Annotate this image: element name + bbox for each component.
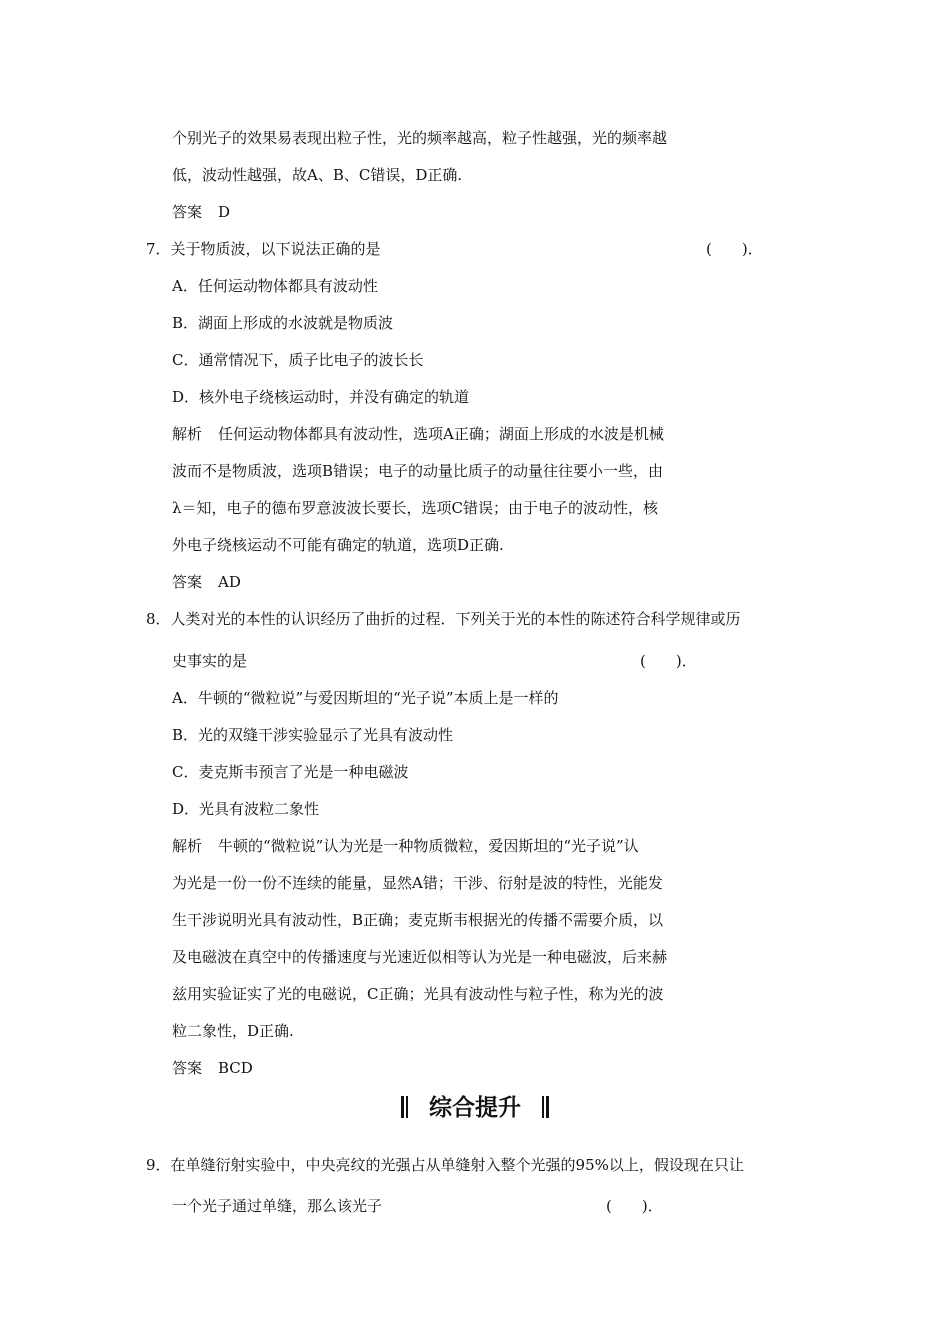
answer-blank: ( )． bbox=[706, 240, 763, 258]
answer-line bbox=[172, 572, 241, 592]
section-bar-left bbox=[400, 1090, 409, 1126]
question-text: 在单缝衍射实验中，中央亮纹的光强占从单缝射入整个光强的95%以上，假设现在只让 bbox=[170, 1156, 744, 1174]
question-8-stem-line-2: 史事实的是 bbox=[172, 652, 248, 670]
question-9-stem bbox=[146, 1155, 744, 1175]
prev-explanation-line-2: 低，波动性越强，故A、B、C错误，D正确. bbox=[172, 166, 463, 184]
explanation-line-3: 生干涉说明光具有波动性，B正确；麦克斯韦根据光的传播不需要介质，以 bbox=[172, 911, 664, 929]
question-number: 7． bbox=[146, 240, 171, 258]
explanation-line-2: 波而不是物质波，选项B错误；电子的动量比质子的动量往往要小一些，由 bbox=[172, 462, 664, 480]
question-text: 人类对光的本性的认识经历了曲折的过程．下列关于光的本性的陈述符合科学规律或历 bbox=[170, 610, 741, 628]
answer-label: 答案 bbox=[172, 203, 203, 221]
option-d: D．核外电子绕核运动时，并没有确定的轨道 bbox=[172, 388, 470, 406]
answer-label: 答案 bbox=[172, 573, 203, 591]
explanation-text: 牛顿的“微粒说”认为光是一种物质微粒，爱因斯坦的“光子说”认 bbox=[218, 837, 639, 855]
explanation-line-1 bbox=[172, 836, 639, 856]
option-a: A．任何运动物体都具有波动性 bbox=[172, 277, 378, 295]
option-b: B．湖面上形成的水波就是物质波 bbox=[172, 314, 394, 332]
prev-explanation-line-1: 个别光子的效果易表现出粒子性，光的频率越高，粒子性越强，光的频率越 bbox=[172, 129, 668, 147]
option-b: B．光的双缝干涉实验显示了光具有波动性 bbox=[172, 726, 454, 744]
question-text: 关于物质波，以下说法正确的是 bbox=[170, 240, 381, 258]
section-title: 综合提升 bbox=[429, 1095, 521, 1121]
explanation-line-4: 及电磁波在真空中的传播速度与光速近似相等认为光是一种电磁波，后来赫 bbox=[172, 948, 668, 966]
answer-value: AD bbox=[218, 573, 241, 591]
answer-blank: ( )． bbox=[606, 1197, 663, 1215]
explanation-line-2: 为光是一份一份不连续的能量，显然A错；干涉、衍射是波的特性，光能发 bbox=[172, 874, 663, 892]
option-c: C．麦克斯韦预言了光是一种电磁波 bbox=[172, 763, 409, 781]
explanation-label: 解析 bbox=[172, 425, 203, 443]
question-9-stem-line-2: 一个光子通过单缝，那么该光子 bbox=[172, 1197, 383, 1215]
prev-answer-line bbox=[172, 202, 230, 222]
answer-value: BCD bbox=[218, 1059, 253, 1077]
answer-line bbox=[172, 1058, 253, 1078]
option-a: A．牛顿的“微粒说”与爱因斯坦的“光子说”本质上是一样的 bbox=[172, 689, 559, 707]
explanation-line-6: 粒二象性，D正确. bbox=[172, 1022, 294, 1040]
answer-blank: ( )． bbox=[640, 652, 697, 670]
section-bar-right bbox=[541, 1090, 550, 1126]
explanation-line-4: 外电子绕核运动不可能有确定的轨道，选项D正确. bbox=[172, 536, 504, 554]
question-8-stem bbox=[146, 609, 741, 629]
explanation-label: 解析 bbox=[172, 837, 203, 855]
section-heading bbox=[0, 1090, 950, 1126]
option-c: C．通常情况下，质子比电子的波长长 bbox=[172, 351, 424, 369]
answer-label: 答案 bbox=[172, 1059, 203, 1077]
explanation-line-3: λ＝知，电子的德布罗意波波长要长，选项C错误；由于电子的波动性，核 bbox=[172, 499, 658, 517]
explanation-line-1 bbox=[172, 424, 664, 444]
question-7-stem bbox=[146, 239, 381, 259]
option-d: D．光具有波粒二象性 bbox=[172, 800, 320, 818]
question-number: 9． bbox=[146, 1156, 171, 1174]
explanation-text: 任何运动物体都具有波动性，选项A正确；湖面上形成的水波是机械 bbox=[218, 425, 664, 443]
answer-value: D bbox=[218, 203, 231, 221]
explanation-line-5: 兹用实验证实了光的电磁说，C正确；光具有波动性与粒子性，称为光的波 bbox=[172, 985, 664, 1003]
question-number: 8． bbox=[146, 610, 171, 628]
